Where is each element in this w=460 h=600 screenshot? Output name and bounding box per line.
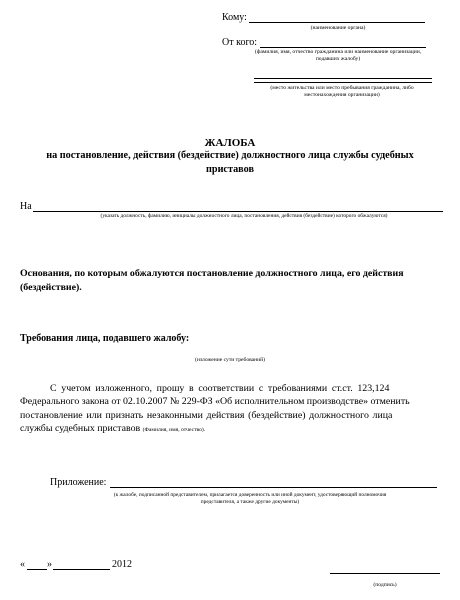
address-note-1: (место жительства или место пребывания гражданина, либо	[270, 85, 414, 91]
body-line-4-text: службы судебных приставов	[20, 423, 141, 434]
date-month-field[interactable]	[53, 569, 110, 570]
demands-note: (изложение сути требований)	[194, 357, 266, 363]
signature-note: (подпись)	[373, 582, 397, 588]
from-label: От кого:	[222, 37, 258, 48]
document-subtitle-line-2: приставов	[206, 164, 254, 175]
document-title: ЖАЛОБА	[204, 137, 256, 149]
body-line-1: С учетом изложенного, прошу в соответствии с требованиями ст.ст. 123,124	[50, 383, 390, 394]
attachment-field[interactable]	[110, 487, 437, 488]
to-label: Кому:	[222, 12, 247, 23]
attachment-note-1: (к жалобе, подписанной представителем, прилагается доверенность или иной документ, удостоверяющий полномочия	[113, 492, 387, 498]
body-line-2: Федерального закона от 02.10.2007 № 229-ФЗ «Об исполнительном производстве» отменить	[20, 396, 410, 407]
grounds-line-2: (бездействие).	[20, 282, 82, 293]
grounds-line-1: Основания, по которым обжалуются постановление должностного лица, его действия	[20, 268, 404, 279]
attachment-label: Приложение:	[50, 477, 107, 488]
on-field[interactable]	[33, 211, 443, 212]
body-line-4-note: (Фамилия, имя, отчество).	[142, 427, 206, 433]
body-line-3: постановление или признать незаконными действия (бездействие) должностного лица	[20, 410, 393, 421]
on-label: На	[20, 201, 32, 212]
from-field[interactable]	[260, 47, 426, 48]
date-close-quote: »	[47, 559, 52, 570]
to-note: (наименование органа)	[310, 25, 366, 31]
from-note-2: подавших жалобу)	[315, 56, 361, 62]
body-line-4	[20, 423, 205, 434]
date-year: 2012	[112, 559, 132, 570]
date-open-quote: «	[20, 559, 25, 570]
attachment-note-2: представителя, а также другие документы)	[200, 499, 300, 505]
demands-heading: Требования лица, подавшего жалобу:	[20, 333, 190, 344]
address-field[interactable]	[254, 82, 432, 83]
to-field[interactable]	[249, 22, 425, 23]
date-day-field[interactable]	[27, 569, 47, 570]
on-note: (указать должность, фамилию, инициалы должностного лица, постановления, действия (бездействие) которого обжалуются)	[100, 213, 388, 219]
address-note-2: местонахождения организации)	[304, 92, 380, 98]
from-field-line-2[interactable]	[254, 78, 432, 79]
document-subtitle-line-1: на постановление, действия (бездействие) должностного лица службы судебных	[46, 150, 414, 161]
signature-field[interactable]	[330, 573, 440, 574]
from-note-1: (фамилия, имя, отчество гражданина или наименование организации,	[254, 49, 422, 55]
